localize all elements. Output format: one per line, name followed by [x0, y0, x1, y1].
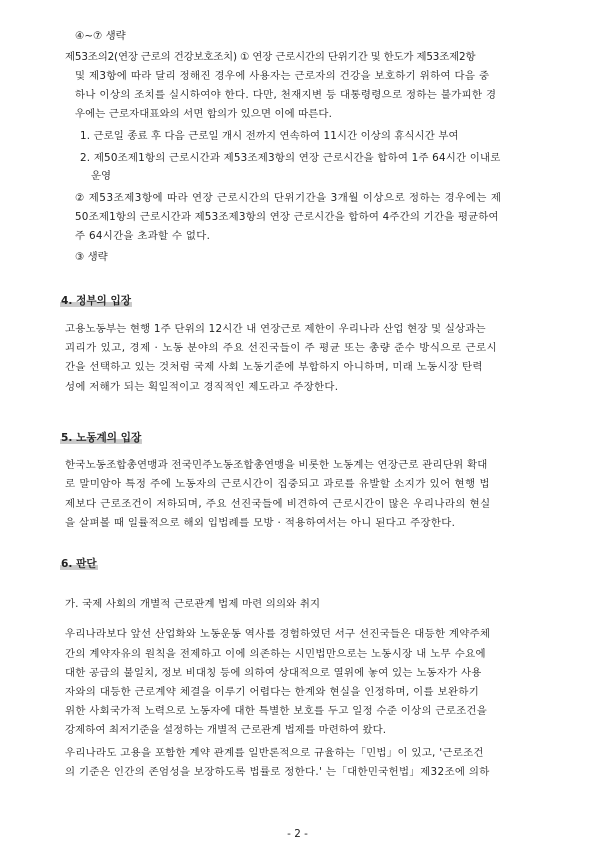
section-6-para-1: 강제하여 최저기준을 설정하는 개별적 근로관계 법제를 마련하여 왔다. [65, 724, 387, 736]
article-53-2-para-2: ② 제53조제3항에 따라 연장 근로시간의 단위기간을 3개월 이상으로 정하는 경우에는 제 [75, 192, 502, 204]
article-53-2-line: 하나 이상의 조치를 실시하여야 한다. 다만, 천재지변 등 대통령령으로 정하는 불가피한 경 [75, 89, 497, 101]
section-5-line: 제보다 근로조건이 저하되며, 주요 선진국들에 비견하여 근로시간이 많은 우리나라의 현실 [65, 498, 491, 510]
article-53-2-para-2: 50조제1항의 근로시간과 제53조제3항의 연장 근로시간을 합하여 4주간의 기간을 평균하여 [75, 211, 499, 223]
section-6-subheading: 가. 국제 사회의 개별적 근로관계 법제 마련 의의와 취지 [65, 598, 321, 610]
section-6-para-1: 대한 공급의 불일치, 정보 비대칭 등에 의하여 상대적으로 열위에 놓여 있는 노동자가 사용 [65, 667, 482, 679]
article-53-2-para-3: ③ 생략 [75, 251, 108, 263]
section-4-line: 성에 저해가 되는 획일적이고 경직적인 제도라고 주장한다. [65, 381, 339, 393]
section-5-line: 로 말미암아 특정 주에 노동자의 근로시간이 집중되고 과로를 유발할 소지가 있어 현행 법 [65, 478, 490, 490]
section-4-heading [60, 294, 132, 308]
article-53-2-item-2: 2. 제50조제1항의 근로시간과 제53조제3항의 연장 근로시간을 합하여 1주 64시간 이내로 [80, 152, 501, 164]
section-4-line: 괴리가 있고, 경제 · 노동 분야의 주요 선진국들이 주 평균 또는 총량 준수 방식으로 근로시 [65, 342, 498, 354]
article-53-2-item-1: 1. 근로일 종료 후 다음 근로일 개시 전까지 연속하여 11시간 이상의 휴식시간 부여 [80, 130, 459, 142]
section-4-line: 고용노동부는 현행 1주 단위의 12시간 내 연장근로 제한이 우리나라 산업 현장 및 실상과는 [65, 323, 486, 335]
section-6-para-2: 우리나라도 고용을 포함한 계약 관계를 일반론적으로 규율하는「민법」이 있고, '근로조건 [65, 747, 484, 759]
section-6-para-2: 의 기준은 인간의 존엄성을 보장하도록 법률로 정한다.' 는「대한민국헌법」제32조에 의하 [65, 766, 490, 778]
section-6-para-1: 위한 사회국가적 노력으로 노동자에 대한 특별한 보호를 두고 일정 수준 이상의 근로조건을 [65, 705, 488, 717]
section-5-heading-text: 5. 노동계의 입장 [61, 432, 142, 444]
section-6-heading [60, 557, 98, 571]
page-number: - 2 - [287, 828, 308, 840]
article-53-2-item-2: 운영 [91, 170, 112, 182]
section-5-heading [60, 431, 142, 445]
omitted-clauses: ④~⑦ 생략 [75, 30, 126, 42]
section-6-para-1: 우리나라보다 앞선 산업화와 노동운동 역사를 경험하였던 서구 선진국들은 대등한 계약주체 [65, 628, 491, 640]
section-6-para-1: 간의 계약자유의 원칙을 전제하고 이에 의존하는 시민법만으로는 노동시장 내 노무 수요에 [65, 648, 486, 660]
section-6-para-1: 자와의 대등한 근로계약 체결을 이루기 어렵다는 한계와 현실을 인정하며, 이를 보완하기 [65, 686, 480, 698]
article-53-2-para-2: 주 64시간을 초과할 수 없다. [75, 230, 211, 242]
article-53-2-line: 및 제3항에 따라 달리 정해진 경우에 사용자는 근로자의 건강을 보호하기 위하여 다음 중 [75, 70, 490, 82]
section-5-line: 을 살펴볼 때 일률적으로 해외 입법례를 모방 · 적용하여서는 아니 된다고 주장한다. [65, 517, 456, 529]
section-5-line: 한국노동조합총연맹과 전국민주노동조합총연맹을 비롯한 노동계는 연장근로 관리단위 확대 [65, 459, 488, 471]
article-53-2-line: 우에는 근로자대표와의 서면 합의가 있으면 이에 따른다. [75, 108, 332, 120]
section-4-line: 간을 선택하고 있는 것처럼 국제 사회 노동기준에 부합하지 아니하며, 미래 노동시장 탄력 [65, 361, 483, 373]
section-4-heading-text: 4. 정부의 입장 [61, 295, 131, 307]
article-53-2-line: 제53조의2(연장 근로의 건강보호조치) ① 연장 근로시간의 단위기간 및 한도가 제53조제2항 [65, 51, 476, 63]
section-6-heading-text: 6. 판단 [61, 558, 97, 570]
